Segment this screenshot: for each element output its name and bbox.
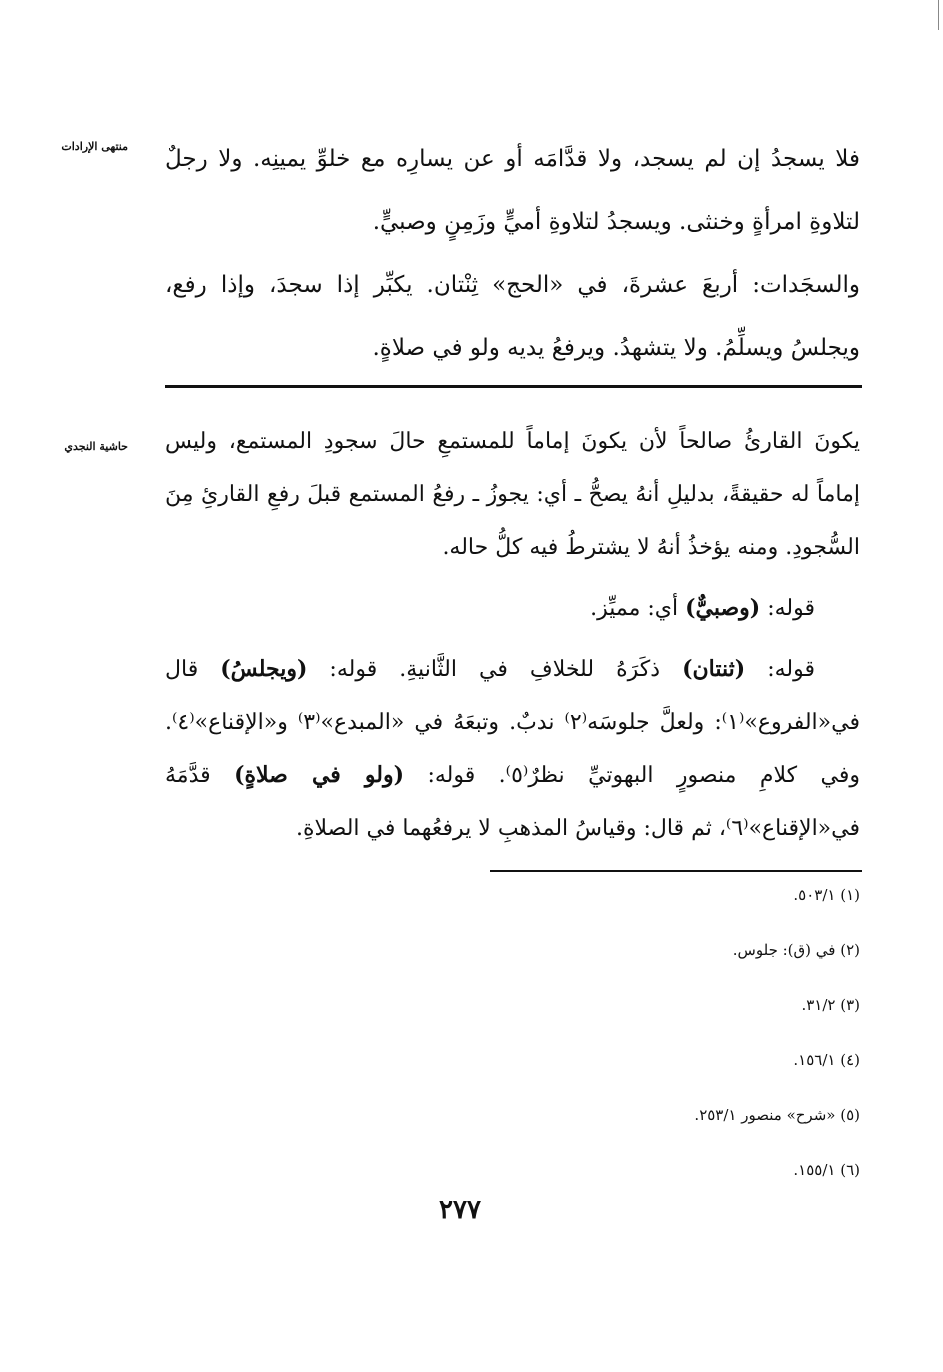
commentary-paragraph-1: يكونَ القارئُ صالحاً لأن يكونَ إماماً للمستمعِ حالَ سجودِ المستمع، وليس إماماً له حقيقةً، بدليلِ أنهُ يصحُّ ـ أي: يجوزُ ـ رفعُ المستمع قبلَ رفعِ القارئِ مِنَ السُّجودِ. ومنه يؤخذُ أنهُ لا يشترطُ فيه كلُّ حاله. xyxy=(165,429,860,560)
margin-label-main-text: منتهى الإرادات xyxy=(61,140,128,153)
footnote-1: (١) ٥٠٣/١. xyxy=(793,886,860,904)
footnote-3: (٣) ٣١/٢. xyxy=(801,996,860,1014)
quoted-term: (ولو في صلاةٍ) xyxy=(234,762,405,788)
quote-label: قوله: xyxy=(745,657,815,682)
gloss-text: أي: مميِّز. xyxy=(590,596,686,621)
margin-label-commentary: حاشية النجدي xyxy=(64,440,128,453)
commentary-text xyxy=(165,415,860,855)
scan-edge-line xyxy=(938,0,939,30)
quoted-term: (ويجلسُ) xyxy=(220,656,308,682)
gloss-text: قدَّمَهُ في«الإقناع»⁽٦⁾، ثم قال: وقياسُ المذهبِ لا يرفعُهما في الصلاةِ. xyxy=(165,763,860,841)
commentary-paragraph-2 xyxy=(165,582,860,635)
footnotes xyxy=(500,880,860,1210)
main-text xyxy=(165,128,860,380)
main-paragraph-2: والسجَدات: أربعَ عشرةَ، في «الحج» ثِنْتان. يكبِّر إذا سجدَ، وإذا رفع، ويجلسُ ويسلِّمُ. ولا يتشهدُ. ويرفعُ يديه ولو في صلاةٍ. xyxy=(165,272,860,361)
footnote-4: (٤) ١٥٦/١. xyxy=(793,1051,860,1069)
footnote-5: (٥) «شرح» منصور ٢٥٣/١. xyxy=(694,1106,860,1124)
footnote-2: (٢) في (ق): جلوس. xyxy=(732,941,860,959)
commentary-paragraph-3 xyxy=(165,643,860,855)
quoted-term: (وصبيٌّ) xyxy=(685,595,761,621)
footnote-6: (٦) ١٥٥/١. xyxy=(793,1161,860,1179)
section-divider xyxy=(165,385,862,388)
page-number: ٢٧٧ xyxy=(439,1195,481,1225)
footnote-divider xyxy=(490,870,862,872)
gloss-text: قال في«الفروع»⁽١⁾: ولعلَّ جلوسَه⁽٢⁾ ندبٌ. وتبعَهُ في «المبدع»⁽٣⁾ و«الإقناع»⁽٤⁾. وفي كلامِ منصورٍ البهوتيِّ نظرٌ⁽٥⁾. قوله: xyxy=(165,657,861,788)
gloss-text: ذكَرَهُ للخلافِ في الثَّانيةِ. قوله: xyxy=(307,657,683,682)
quote-label: قوله: xyxy=(760,596,815,621)
quoted-term: (ثنتان) xyxy=(682,656,746,682)
main-paragraph-1: فلا يسجدُ إن لم يسجد، ولا قدَّامَه أو عن يسارِه مع خلوِّ يمينِه. ولا رجلٌ لتلاوةِ امرأةٍ وخنثى. ويسجدُ لتلاوةِ أميٍّ وزَمِنٍ وصبيٍّ. xyxy=(165,146,860,235)
